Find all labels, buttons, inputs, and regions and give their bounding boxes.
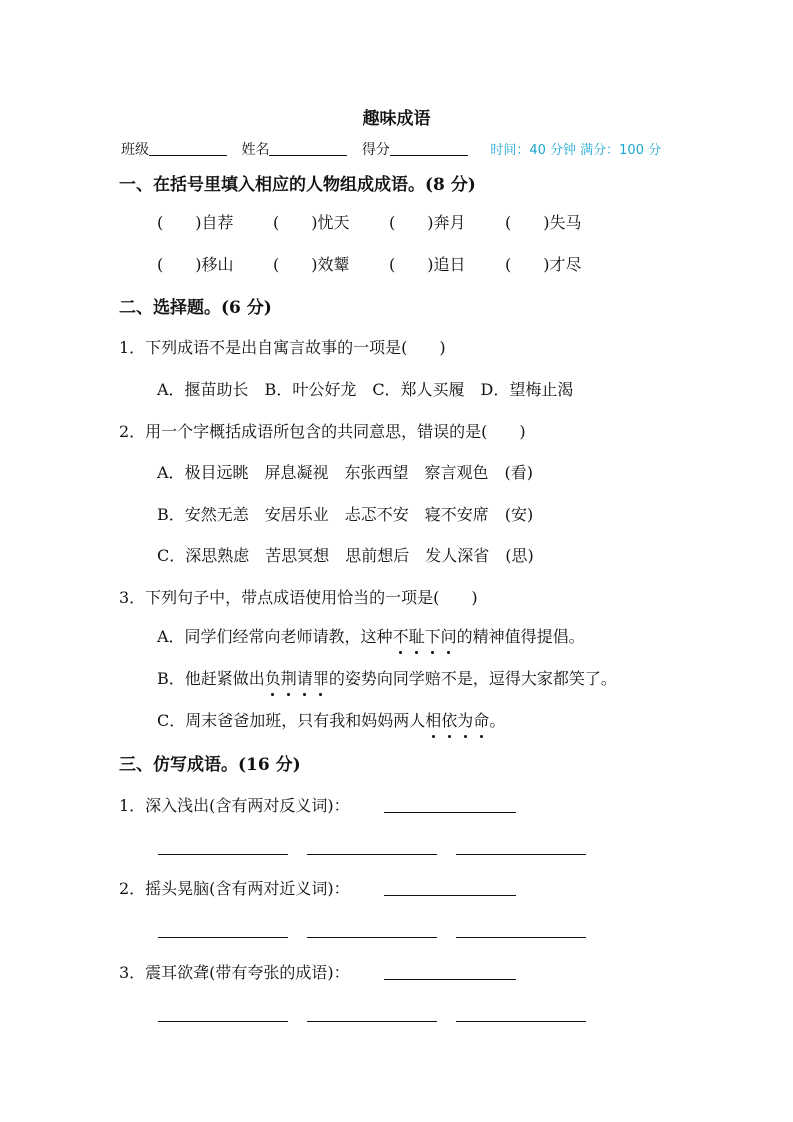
idiom-blank[interactable]: ( )失马: [505, 213, 582, 232]
section1-row2: [157, 252, 621, 275]
dotted-char: 荆: [281, 666, 297, 689]
score-label: 得分: [361, 142, 390, 158]
answer-line[interactable]: [456, 1021, 586, 1022]
answer-line[interactable]: [307, 854, 437, 855]
question-3-3-stem: 3．震耳欲聋(带有夸张的成语)：: [119, 963, 350, 982]
question-2-1-stem: 1．下列成语不是出自寓言故事的一项是( ): [119, 338, 446, 357]
dotted-char: 罪: [313, 666, 329, 689]
idiom-blank[interactable]: ( )效颦: [273, 255, 350, 274]
idiom-blank[interactable]: ( )追日: [389, 255, 466, 274]
section1-heading: 一、在括号里填入相应的人物组成成语。(8 分): [119, 175, 476, 195]
dotted-char: 不: [393, 624, 409, 647]
dotted-char: 下: [425, 624, 441, 647]
question-3-2-stem: 2．摇头晃脑(含有两对近义词)：: [119, 879, 350, 898]
question-2-3-option-a: [157, 624, 585, 647]
name-blank[interactable]: [269, 141, 347, 156]
info-line: [121, 139, 661, 159]
question-2-3-option-b: [157, 666, 617, 689]
answer-line[interactable]: [456, 937, 586, 938]
question-3-1-stem: 1．深入浅出(含有两对反义词)：: [119, 796, 350, 815]
answer-line[interactable]: [158, 854, 288, 855]
dotted-char: 请: [297, 666, 313, 689]
option-text: B．他赶紧做出: [157, 669, 265, 688]
question-2-2-stem: 2．用一个字概括成语所包含的共同意思，错误的是( ): [119, 422, 526, 441]
answer-line[interactable]: [384, 895, 516, 896]
question-2-3-option-c: [157, 708, 505, 731]
idiom-blank[interactable]: ( )忧天: [273, 213, 350, 232]
answer-line[interactable]: [158, 937, 288, 938]
section3-heading: 三、仿写成语。(16 分): [119, 755, 301, 775]
question-2-2-option-c: C．深思熟虑 苦思冥想 思前想后 发人深省 (思): [157, 546, 534, 565]
question-2-1-options: A．揠苗助长 B．叶公好龙 C．郑人买履 D．望梅止渴: [157, 380, 574, 399]
option-text: 的姿势向同学赔不是，逗得大家都笑了。: [328, 669, 617, 688]
dotted-char: 相: [425, 708, 441, 731]
option-text: 的精神值得提倡。: [456, 627, 585, 646]
option-text: A．同学们经常向老师请教，这种: [157, 627, 393, 646]
idiom-blank[interactable]: ( )才尽: [505, 255, 582, 274]
dotted-char: 问: [441, 624, 457, 647]
option-text: C．周末爸爸加班，只有我和妈妈两人: [157, 711, 426, 730]
dotted-char: 命: [473, 708, 489, 731]
dotted-char: 为: [457, 708, 473, 731]
question-2-2-option-b: B．安然无恙 安居乐业 忐忑不安 寝不安席 (安): [157, 505, 534, 524]
dotted-char: 耻: [409, 624, 425, 647]
option-text: 。: [489, 711, 506, 730]
answer-line[interactable]: [307, 937, 437, 938]
score-blank[interactable]: [390, 141, 468, 156]
section1-row1: [157, 210, 621, 233]
page-title: 趣味成语: [362, 109, 431, 129]
answer-line[interactable]: [307, 1021, 437, 1022]
class-blank[interactable]: [149, 141, 227, 156]
answer-line[interactable]: [456, 854, 586, 855]
answer-line[interactable]: [384, 812, 516, 813]
dotted-char: 依: [441, 708, 457, 731]
idiom-blank[interactable]: ( )移山: [157, 255, 234, 274]
name-label: 姓名: [241, 142, 270, 158]
idiom-blank[interactable]: ( )奔月: [389, 213, 466, 232]
time-score-info: 时间：40 分钟 满分：100 分: [490, 143, 662, 158]
dotted-char: 负: [265, 666, 281, 689]
question-2-2-option-a: A．极目远眺 屏息凝视 东张西望 察言观色 (看): [157, 463, 534, 482]
section2-heading: 二、选择题。(6 分): [119, 298, 272, 318]
answer-line[interactable]: [384, 979, 516, 980]
answer-line[interactable]: [158, 1021, 288, 1022]
idiom-blank[interactable]: ( )自荐: [157, 213, 234, 232]
question-2-3-stem: 3．下列句子中，带点成语使用恰当的一项是( ): [119, 588, 478, 607]
class-label: 班级: [121, 142, 149, 158]
